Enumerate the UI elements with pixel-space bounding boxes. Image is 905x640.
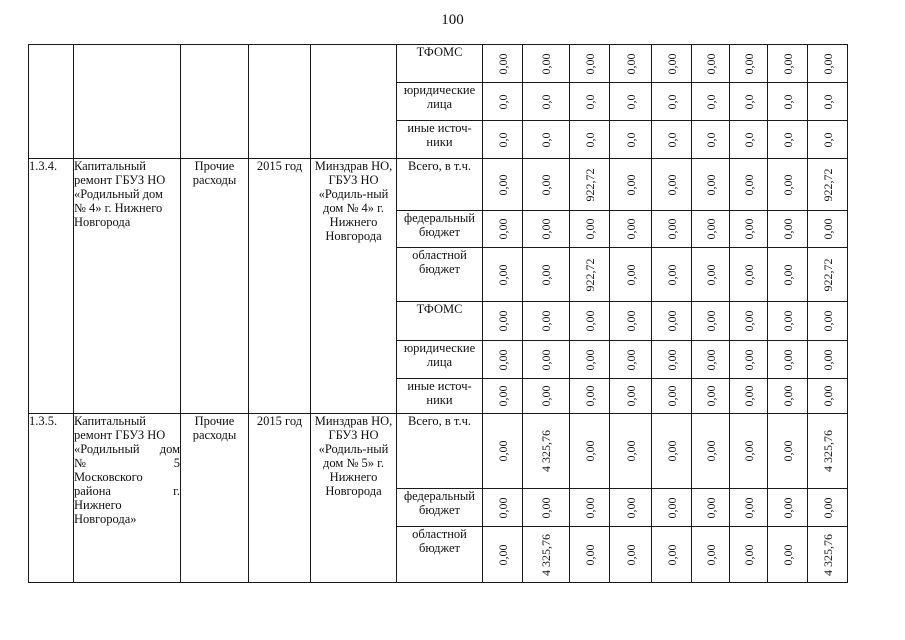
amount-value: 0,0: [703, 94, 718, 109]
amount-cell: [730, 414, 768, 489]
amount-value: 0,00: [703, 264, 718, 285]
amount-value: 0,00: [664, 497, 679, 518]
amount-cell: [523, 527, 570, 583]
amount-cell: [768, 341, 808, 379]
amount-value: 0,00: [623, 174, 638, 195]
amount-cell: [768, 211, 808, 248]
amount-value: 0,0: [820, 94, 835, 109]
item-number: [29, 45, 74, 159]
amount-cell: [523, 248, 570, 302]
funding-source: областной бюджет: [397, 527, 483, 583]
amount-value: 0,00: [582, 544, 597, 565]
budget-table: [28, 44, 848, 583]
amount-cell: [768, 83, 808, 121]
amount-value: 0,0: [820, 132, 835, 147]
amount-cell: [483, 414, 523, 489]
amount-value: 0,00: [582, 440, 597, 462]
amount-cell: [570, 379, 610, 414]
amount-cell: [692, 159, 730, 211]
amount-value: 0,0: [664, 132, 679, 147]
amount-cell: [570, 341, 610, 379]
amount-value: 0,00: [703, 385, 718, 407]
amount-value: 0,00: [495, 440, 510, 462]
amount-cell: [692, 121, 730, 159]
amount-value: 0,00: [820, 385, 835, 407]
amount-cell: [523, 341, 570, 379]
amount-value: 0,00: [539, 53, 553, 74]
amount-cell: [730, 489, 768, 527]
amount-value: 0,00: [539, 349, 553, 370]
amount-value: 0,00: [495, 349, 510, 370]
amount-value: 0,00: [539, 385, 553, 407]
amount-value: 0,0: [582, 94, 597, 109]
amount-value: 0,00: [664, 440, 679, 462]
item-name-line: «Родильный дом: [74, 442, 180, 456]
amount-value: 0,0: [495, 94, 510, 109]
funding-source: ТФОМС: [397, 302, 483, 341]
amount-value: 0,00: [495, 497, 510, 518]
amount-value: 0,00: [664, 349, 679, 370]
amount-value: 0,00: [741, 310, 756, 332]
amount-cell: [652, 45, 692, 83]
amount-value: 0,00: [582, 310, 597, 332]
amount-cell: [808, 211, 848, 248]
amount-value: 0,00: [741, 440, 756, 462]
amount-cell: [808, 159, 848, 211]
amount-value: 922,72: [820, 258, 835, 291]
amount-cell: [808, 83, 848, 121]
amount-cell: [808, 45, 848, 83]
amount-cell: [610, 211, 652, 248]
amount-cell: [692, 527, 730, 583]
item-name-line: Нижнего: [74, 498, 122, 512]
amount-cell: [570, 302, 610, 341]
amount-value: 4 325,76: [539, 533, 553, 576]
amount-cell: [808, 527, 848, 583]
amount-value: 0,0: [495, 132, 510, 147]
amount-cell: [523, 83, 570, 121]
amount-value: 0,00: [623, 497, 638, 518]
amount-value: 0,00: [820, 53, 835, 74]
funding-source: ТФОМС: [397, 45, 483, 83]
amount-value: 0,00: [780, 218, 795, 240]
amount-value: 0,00: [780, 544, 795, 565]
amount-cell: [768, 527, 808, 583]
amount-value: 0,00: [495, 53, 510, 74]
amount-value: 0,00: [664, 174, 679, 195]
amount-cell: [570, 527, 610, 583]
amount-value: 0,00: [780, 440, 795, 462]
amount-value: 922,72: [820, 168, 835, 201]
amount-cell: [730, 248, 768, 302]
amount-cell: [652, 527, 692, 583]
amount-value: 0,00: [703, 310, 718, 332]
amount-cell: [768, 159, 808, 211]
amount-cell: [483, 121, 523, 159]
item-number: 1.3.5.: [29, 414, 74, 583]
amount-cell: [692, 379, 730, 414]
item-number: 1.3.4.: [29, 159, 74, 414]
amount-value: 0,00: [820, 497, 835, 518]
amount-value: 0,00: [623, 264, 638, 285]
executor: Минздрав НО, ГБУЗ НО «Родиль-ный дом № 4» г. Нижнего Новгорода: [311, 159, 397, 414]
amount-cell: [570, 414, 610, 489]
amount-value: 0,00: [780, 264, 795, 285]
amount-value: 0,00: [780, 174, 795, 195]
amount-value: 0,00: [582, 53, 597, 74]
amount-cell: [483, 341, 523, 379]
amount-cell: [768, 414, 808, 489]
amount-value: 0,00: [703, 349, 718, 370]
amount-cell: [483, 527, 523, 583]
amount-cell: [523, 211, 570, 248]
amount-cell: [768, 302, 808, 341]
amount-cell: [483, 159, 523, 211]
amount-cell: [730, 341, 768, 379]
amount-cell: [692, 45, 730, 83]
amount-value: 0,00: [820, 218, 835, 240]
amount-value: 0,00: [623, 310, 638, 332]
amount-cell: [610, 379, 652, 414]
amount-value: 0,00: [495, 264, 510, 285]
item-name-line: № 5: [74, 456, 180, 470]
amount-value: 0,00: [582, 349, 597, 370]
amount-cell: [610, 121, 652, 159]
amount-value: 0,00: [495, 385, 510, 407]
amount-cell: [610, 414, 652, 489]
amount-value: 0,00: [703, 497, 718, 518]
amount-value: 0,00: [495, 544, 510, 565]
amount-value: 0,00: [780, 385, 795, 407]
amount-value: 0,00: [780, 497, 795, 518]
amount-cell: [652, 489, 692, 527]
amount-cell: [730, 159, 768, 211]
period: 2015 год: [249, 159, 311, 414]
item-name-line: Капитальный: [74, 159, 146, 173]
amount-cell: [808, 341, 848, 379]
funding-source: иные источ-ники: [397, 121, 483, 159]
amount-value: 4 325,76: [820, 533, 835, 576]
amount-value: 0,00: [623, 53, 638, 74]
amount-cell: [768, 248, 808, 302]
amount-value: 0,00: [623, 349, 638, 370]
amount-cell: [570, 45, 610, 83]
amount-cell: [610, 302, 652, 341]
item-name-line: «Родильный дом: [74, 187, 163, 201]
amount-cell: [652, 83, 692, 121]
amount-cell: [570, 83, 610, 121]
amount-value: 0,00: [664, 218, 679, 240]
amount-cell: [610, 341, 652, 379]
amount-cell: [652, 414, 692, 489]
amount-value: 0,00: [495, 310, 510, 332]
amount-cell: [610, 527, 652, 583]
amount-cell: [808, 489, 848, 527]
amount-value: 0,0: [623, 132, 638, 147]
page-number: 100: [441, 12, 464, 28]
amount-value: 0,00: [741, 544, 756, 565]
amount-cell: [570, 121, 610, 159]
amount-value: 0,00: [582, 497, 597, 518]
item-name-line: Капитальный: [74, 414, 146, 428]
table-row: [29, 45, 848, 83]
amount-cell: [768, 379, 808, 414]
amount-cell: [768, 121, 808, 159]
amount-cell: [483, 83, 523, 121]
amount-value: 0,00: [741, 174, 756, 195]
amount-cell: [483, 489, 523, 527]
item-name-line: ремонт ГБУЗ НО: [74, 428, 166, 442]
amount-value: 0,00: [703, 544, 718, 565]
funding-source: Всего, в т.ч.: [397, 159, 483, 211]
amount-value: 0,00: [703, 53, 718, 74]
amount-cell: [483, 379, 523, 414]
item-name-line: № 4» г. Нижнего: [74, 201, 163, 215]
amount-value: 0,00: [741, 218, 756, 240]
funding-source: федеральный бюджет: [397, 211, 483, 248]
amount-value: 0,00: [703, 218, 718, 240]
amount-cell: [610, 45, 652, 83]
amount-cell: [730, 45, 768, 83]
amount-cell: [768, 489, 808, 527]
amount-cell: [730, 211, 768, 248]
amount-value: 0,00: [780, 349, 795, 370]
amount-value: 0,00: [495, 218, 510, 240]
amount-cell: [808, 121, 848, 159]
amount-cell: [652, 302, 692, 341]
amount-cell: [523, 489, 570, 527]
amount-cell: [692, 489, 730, 527]
item-name-line: ремонт ГБУЗ НО: [74, 173, 166, 187]
amount-cell: [692, 83, 730, 121]
amount-value: 0,0: [780, 94, 795, 109]
amount-cell: [652, 159, 692, 211]
amount-cell: [808, 302, 848, 341]
amount-value: 0,00: [703, 174, 718, 195]
period: [249, 45, 311, 159]
amount-value: 0,00: [741, 497, 756, 518]
amount-cell: [652, 379, 692, 414]
amount-value: 0,00: [539, 218, 553, 240]
amount-value: 0,00: [623, 544, 638, 565]
period: 2015 год: [249, 414, 311, 583]
amount-cell: [652, 121, 692, 159]
amount-value: 0,00: [664, 385, 679, 407]
amount-cell: [768, 45, 808, 83]
amount-cell: [523, 45, 570, 83]
funding-source: юридические лица: [397, 341, 483, 379]
amount-value: 0,0: [539, 94, 553, 109]
amount-value: 922,72: [582, 258, 597, 291]
amount-value: 0,00: [664, 264, 679, 285]
amount-value: 0,0: [623, 94, 638, 109]
amount-value: 922,72: [582, 168, 597, 201]
amount-value: 0,00: [664, 53, 679, 74]
amount-cell: [570, 489, 610, 527]
amount-cell: [652, 211, 692, 248]
funding-source: юридические лица: [397, 83, 483, 121]
amount-value: 0,0: [780, 132, 795, 147]
item-name-line: Московского: [74, 470, 143, 484]
amount-value: 0,00: [623, 440, 638, 462]
amount-cell: [523, 121, 570, 159]
item-name-line: Новгорода: [74, 215, 131, 229]
amount-cell: [808, 379, 848, 414]
amount-cell: [652, 341, 692, 379]
amount-value: 0,0: [539, 132, 553, 147]
amount-value: 0,00: [780, 53, 795, 74]
amount-value: 0,0: [664, 94, 679, 109]
amount-cell: [483, 211, 523, 248]
amount-value: 4 325,76: [820, 430, 835, 472]
amount-cell: [730, 83, 768, 121]
amount-value: 4 325,76: [539, 430, 553, 472]
executor: [311, 45, 397, 159]
amount-cell: [523, 379, 570, 414]
amount-value: 0,0: [741, 94, 756, 109]
amount-value: 0,00: [741, 349, 756, 370]
amount-value: 0,00: [664, 544, 679, 565]
amount-value: 0,00: [495, 174, 510, 195]
item-name: [74, 159, 181, 414]
amount-cell: [610, 159, 652, 211]
funding-source: Всего, в т.ч.: [397, 414, 483, 489]
amount-cell: [610, 248, 652, 302]
funding-source: федеральный бюджет: [397, 489, 483, 527]
amount-cell: [570, 159, 610, 211]
amount-value: 0,00: [780, 310, 795, 332]
amount-cell: [730, 379, 768, 414]
amount-value: 0,00: [582, 385, 597, 407]
item-name: [74, 414, 181, 583]
amount-value: 0,00: [582, 218, 597, 240]
amount-cell: [523, 414, 570, 489]
expense-type: Прочие расходы: [181, 414, 249, 583]
amount-value: 0,00: [539, 310, 553, 332]
amount-cell: [730, 121, 768, 159]
amount-value: 0,00: [539, 264, 553, 285]
amount-cell: [570, 248, 610, 302]
amount-cell: [570, 211, 610, 248]
amount-cell: [523, 302, 570, 341]
amount-cell: [692, 248, 730, 302]
amount-value: 0,00: [664, 310, 679, 332]
amount-cell: [692, 341, 730, 379]
amount-value: 0,00: [741, 385, 756, 407]
amount-cell: [610, 83, 652, 121]
amount-cell: [652, 248, 692, 302]
table-row: [29, 159, 848, 211]
funding-source: иные источ-ники: [397, 379, 483, 414]
amount-cell: [483, 248, 523, 302]
amount-value: 0,0: [741, 132, 756, 147]
amount-value: 0,00: [623, 218, 638, 240]
amount-value: 0,00: [820, 349, 835, 370]
executor: Минздрав НО, ГБУЗ НО «Родиль-ный дом № 5» г. Нижнего Новгорода: [311, 414, 397, 583]
amount-cell: [692, 302, 730, 341]
amount-cell: [730, 527, 768, 583]
amount-value: 0,0: [703, 132, 718, 147]
amount-cell: [610, 489, 652, 527]
expense-type: Прочие расходы: [181, 159, 249, 414]
item-name-line: Новгорода»: [74, 512, 137, 526]
item-name: [74, 45, 181, 159]
table-row: [29, 414, 848, 489]
amount-cell: [692, 211, 730, 248]
amount-value: 0,00: [741, 264, 756, 285]
amount-value: 0,00: [741, 53, 756, 74]
amount-value: 0,00: [820, 310, 835, 332]
amount-cell: [692, 414, 730, 489]
amount-value: 0,00: [539, 174, 553, 195]
expense-type: [181, 45, 249, 159]
amount-cell: [808, 414, 848, 489]
amount-cell: [523, 159, 570, 211]
item-name-line: района г.: [74, 484, 180, 498]
amount-value: 0,00: [623, 385, 638, 407]
amount-value: 0,0: [582, 132, 597, 147]
amount-value: 0,00: [703, 440, 718, 462]
amount-cell: [483, 302, 523, 341]
amount-cell: [730, 302, 768, 341]
amount-cell: [483, 45, 523, 83]
funding-source: областной бюджет: [397, 248, 483, 302]
amount-cell: [808, 248, 848, 302]
amount-value: 0,00: [539, 497, 553, 518]
